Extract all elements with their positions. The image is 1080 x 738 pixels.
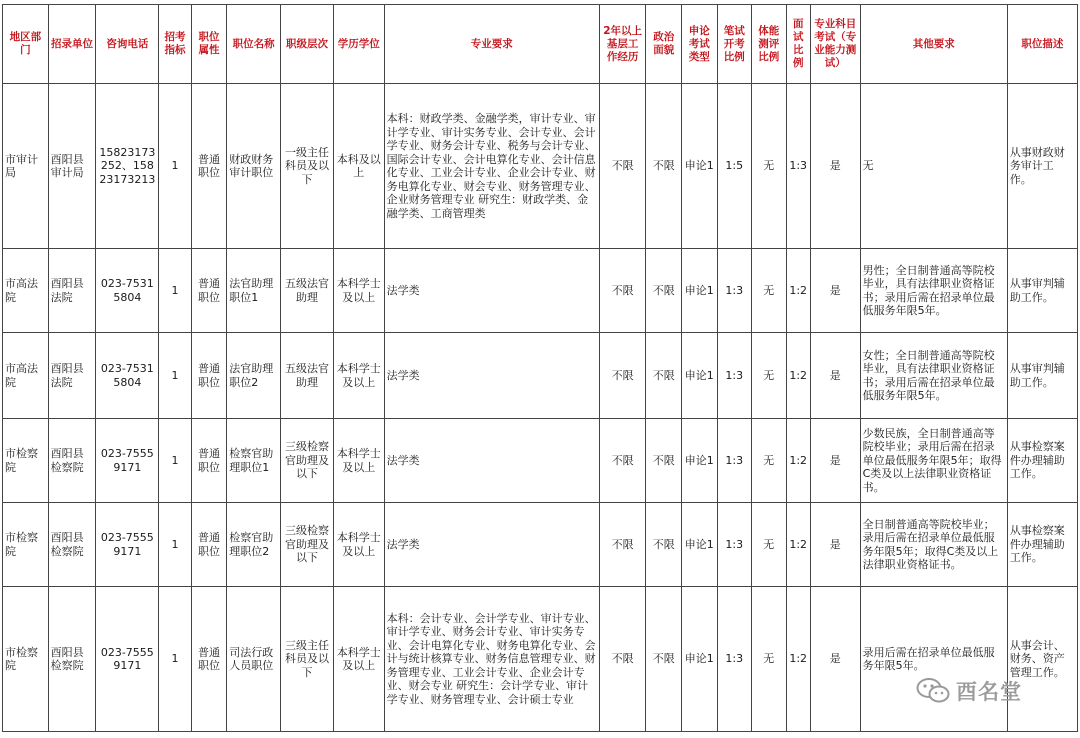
- cell-attr: 普通职位: [191, 419, 227, 503]
- cell-level: 三级检察官助理及以下: [281, 419, 334, 503]
- cell-region: 市检察院: [3, 419, 49, 503]
- cell-quota: 1: [159, 333, 191, 419]
- cell-unit: 酉阳县检察院: [48, 419, 96, 503]
- cell-other-requirements: 女性；全日制普通高等院校毕业，具有法律职业资格证书；录用后需在招录单位最低服务年限5年。: [860, 333, 1007, 419]
- cell-position-name: 检察官助理职位1: [227, 419, 281, 503]
- header-essay-type: 申论考试类型: [682, 5, 718, 84]
- cell-experience: 不限: [599, 587, 646, 732]
- cell-interview-ratio: 1:3: [786, 84, 810, 249]
- cell-essay-type: 申论1: [682, 84, 718, 249]
- header-other-requirements: 其他要求: [860, 5, 1007, 84]
- cell-phone: 023-75559171: [96, 587, 159, 732]
- header-professional-test: 专业科目考试（专业能力测试）: [810, 5, 860, 84]
- cell-professional-test: 是: [810, 587, 860, 732]
- cell-essay-type: 申论1: [682, 503, 718, 587]
- cell-fitness-ratio: 无: [752, 249, 787, 333]
- table-row: [3, 249, 1078, 333]
- cell-education: 本科学士及以上: [333, 587, 384, 732]
- cell-experience: 不限: [599, 84, 646, 249]
- table-row: [3, 587, 1078, 732]
- cell-fitness-ratio: 无: [752, 333, 787, 419]
- header-experience: 2年以上基层工作经历: [599, 5, 646, 84]
- watermark-text: 酉名堂: [956, 680, 1022, 704]
- cell-professional-test: 是: [810, 249, 860, 333]
- cell-other-requirements: 少数民族，全日制普通高等院校毕业；录用后需在招录单位最低服务年限5年；取得C类及以上法律职业资格证书。: [860, 419, 1007, 503]
- cell-professional-test: 是: [810, 419, 860, 503]
- cell-professional-test: 是: [810, 84, 860, 249]
- header-unit: 招录单位: [48, 5, 96, 84]
- cell-essay-type: 申论1: [682, 249, 718, 333]
- cell-interview-ratio: 1:2: [786, 503, 810, 587]
- cell-education: 本科学士及以上: [333, 333, 384, 419]
- cell-level: 三级主任科员及以下: [281, 587, 334, 732]
- cell-written-ratio: 1:3: [717, 419, 752, 503]
- cell-phone: 023-75559171: [96, 419, 159, 503]
- cell-experience: 不限: [599, 503, 646, 587]
- cell-position-name: 法官助理职位2: [227, 333, 281, 419]
- cell-quota: 1: [159, 503, 191, 587]
- cell-position-name: 财政财务审计职位: [227, 84, 281, 249]
- cell-other-requirements: 无: [860, 84, 1007, 249]
- cell-description: 从事审判辅助工作。: [1007, 333, 1077, 419]
- cell-other-requirements: 全日制普通高等院校毕业；录用后需在招录单位最低服务年限5年；取得C类及以上法律职业资格证书。: [860, 503, 1007, 587]
- cell-major: 法学类: [384, 503, 599, 587]
- cell-attr: 普通职位: [191, 249, 227, 333]
- cell-education: 本科及以上: [333, 84, 384, 249]
- cell-quota: 1: [159, 84, 191, 249]
- cell-essay-type: 申论1: [682, 419, 718, 503]
- header-level: 职级层次: [281, 5, 334, 84]
- cell-attr: 普通职位: [191, 587, 227, 732]
- cell-essay-type: 申论1: [682, 333, 718, 419]
- cell-political: 不限: [646, 249, 682, 333]
- cell-description: 从事检察案件办理辅助工作。: [1007, 503, 1077, 587]
- cell-attr: 普通职位: [191, 503, 227, 587]
- cell-written-ratio: 1:5: [717, 84, 752, 249]
- cell-political: 不限: [646, 333, 682, 419]
- cell-education: 本科学士及以上: [333, 249, 384, 333]
- cell-description: 从事会计、财务、资产管理工作。: [1007, 587, 1077, 732]
- header-written-ratio: 笔试开考比例: [717, 5, 752, 84]
- cell-description: 从事审判辅助工作。: [1007, 249, 1077, 333]
- cell-other-requirements: 录用后需在招录单位最低服务年限5年。: [860, 587, 1007, 732]
- cell-written-ratio: 1:3: [717, 249, 752, 333]
- cell-quota: 1: [159, 249, 191, 333]
- cell-description: 从事财政财务审计工作。: [1007, 84, 1077, 249]
- cell-professional-test: 是: [810, 503, 860, 587]
- cell-essay-type: 申论1: [682, 587, 718, 732]
- header-major: 专业要求: [384, 5, 599, 84]
- cell-political: 不限: [646, 587, 682, 732]
- cell-experience: 不限: [599, 333, 646, 419]
- header-phone: 咨询电话: [96, 5, 159, 84]
- header-attr: 职位属性: [191, 5, 227, 84]
- header-interview-ratio: 面试比例: [786, 5, 810, 84]
- cell-attr: 普通职位: [191, 333, 227, 419]
- cell-fitness-ratio: 无: [752, 419, 787, 503]
- cell-region: 市高法院: [3, 333, 49, 419]
- header-region: 地区部门: [3, 5, 49, 84]
- cell-description: 从事检察案件办理辅助工作。: [1007, 419, 1077, 503]
- cell-region: 市审计局: [3, 84, 49, 249]
- cell-level: 五级法官助理: [281, 249, 334, 333]
- cell-attr: 普通职位: [191, 84, 227, 249]
- cell-unit: 酉阳县审计局: [48, 84, 96, 249]
- cell-position-name: 司法行政人员职位: [227, 587, 281, 732]
- cell-quota: 1: [159, 587, 191, 732]
- cell-phone: 023-75559171: [96, 503, 159, 587]
- cell-unit: 酉阳县检察院: [48, 503, 96, 587]
- cell-phone: 15823173252、15823173213: [96, 84, 159, 249]
- cell-level: 五级法官助理: [281, 333, 334, 419]
- cell-interview-ratio: 1:2: [786, 419, 810, 503]
- header-political: 政治面貌: [646, 5, 682, 84]
- cell-political: 不限: [646, 503, 682, 587]
- cell-professional-test: 是: [810, 333, 860, 419]
- header-row: [3, 5, 1078, 84]
- table-row: [3, 333, 1078, 419]
- cell-position-name: 法官助理职位1: [227, 249, 281, 333]
- cell-region: 市检察院: [3, 503, 49, 587]
- table-row: [3, 419, 1078, 503]
- cell-fitness-ratio: 无: [752, 587, 787, 732]
- cell-level: 三级检察官助理及以下: [281, 503, 334, 587]
- cell-unit: 酉阳县法院: [48, 249, 96, 333]
- header-description: 职位描述: [1007, 5, 1077, 84]
- cell-political: 不限: [646, 419, 682, 503]
- cell-experience: 不限: [599, 419, 646, 503]
- cell-interview-ratio: 1:2: [786, 587, 810, 732]
- cell-major: 法学类: [384, 419, 599, 503]
- cell-major: 法学类: [384, 333, 599, 419]
- watermark: [916, 676, 1022, 706]
- cell-major: 本科：会计专业、会计学专业、审计专业、审计学专业、财务会计专业、审计实务专业、会计电算化专业、财务电算化专业、会计与统计核算专业、财务信息管理专业、财务管理专业、工业会计专业、企业会计专业、财会专业 研究生：会计学专业、审计学专业、财务管理专业、会计硕士专业: [384, 587, 599, 732]
- header-position-name: 职位名称: [227, 5, 281, 84]
- cell-phone: 023-75315804: [96, 333, 159, 419]
- cell-education: 本科学士及以上: [333, 419, 384, 503]
- cell-major: 本科：财政学类、金融学类，审计专业、审计学专业、审计实务专业、会计专业、会计学专业、财务会计专业、税务与会计专业、国际会计专业、会计电算化专业、会计信息化专业、工业会计专业、企业会计专业、财务电算化专业、财会专业、财务管理专业、企业财务管理专业 研究生：财政学类、金融学类、工商管理类: [384, 84, 599, 249]
- cell-phone: 023-75315804: [96, 249, 159, 333]
- cell-quota: 1: [159, 419, 191, 503]
- cell-region: 市高法院: [3, 249, 49, 333]
- cell-level: 一级主任科员及以下: [281, 84, 334, 249]
- table-row: [3, 84, 1078, 249]
- header-quota: 招考指标: [159, 5, 191, 84]
- cell-interview-ratio: 1:2: [786, 333, 810, 419]
- cell-other-requirements: 男性；全日制普通高等院校毕业，具有法律职业资格证书；录用后需在招录单位最低服务年限5年。: [860, 249, 1007, 333]
- cell-interview-ratio: 1:2: [786, 249, 810, 333]
- cell-political: 不限: [646, 84, 682, 249]
- header-education: 学历学位: [333, 5, 384, 84]
- cell-experience: 不限: [599, 249, 646, 333]
- cell-position-name: 检察官助理职位2: [227, 503, 281, 587]
- header-fitness-ratio: 体能测评比例: [752, 5, 787, 84]
- cell-region: 市检察院: [3, 587, 49, 732]
- cell-education: 本科学士及以上: [333, 503, 384, 587]
- cell-fitness-ratio: 无: [752, 84, 787, 249]
- cell-written-ratio: 1:3: [717, 587, 752, 732]
- cell-major: 法学类: [384, 249, 599, 333]
- cell-written-ratio: 1:3: [717, 503, 752, 587]
- cell-fitness-ratio: 无: [752, 503, 787, 587]
- table-row: [3, 503, 1078, 587]
- cell-unit: 酉阳县法院: [48, 333, 96, 419]
- cell-written-ratio: 1:3: [717, 333, 752, 419]
- cell-unit: 酉阳县检察院: [48, 587, 96, 732]
- recruitment-table: [2, 4, 1078, 732]
- wechat-icon: [916, 677, 950, 705]
